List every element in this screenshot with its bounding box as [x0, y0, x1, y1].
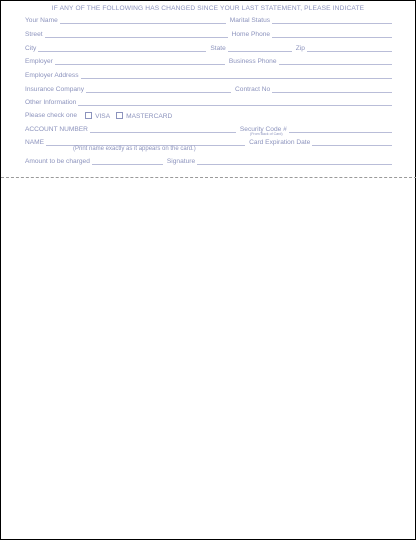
your-name-field[interactable] [60, 17, 226, 24]
security-code-field[interactable] [289, 126, 392, 133]
row-account-security [25, 125, 392, 134]
print-name-note: (Print name exactly as it appears on the card.) [73, 146, 196, 152]
zip-label: Zip [295, 45, 305, 52]
amount-to-be-charged-label: Amount to be charged [25, 158, 90, 165]
card-expiration-date-label: Card Expiration Date [249, 139, 311, 146]
perforation-line [1, 177, 416, 178]
street-field[interactable] [45, 31, 228, 38]
contract-no-field[interactable] [272, 86, 392, 93]
employer-field[interactable] [55, 58, 225, 65]
name-label: NAME [25, 139, 45, 146]
state-field[interactable] [228, 45, 292, 52]
amount-to-be-charged-field[interactable] [92, 158, 163, 165]
mastercard-label: MASTERCARD [126, 113, 173, 120]
please-check-one-label: Please check one [25, 112, 78, 119]
row-amount-signature [25, 157, 392, 166]
other-information-field[interactable] [78, 99, 392, 106]
business-phone-field[interactable] [279, 58, 392, 65]
security-code-hint: (From Back of Card) [250, 132, 283, 136]
mastercard-option[interactable] [116, 112, 172, 120]
account-number-label: ACCOUNT NUMBER [25, 126, 88, 133]
your-name-label: Your Name [25, 17, 58, 24]
row-city-state-zip [25, 44, 392, 53]
visa-label: VISA [95, 113, 111, 120]
card-expiration-date-field[interactable] [312, 139, 392, 146]
street-label: Street [25, 31, 43, 38]
row-employer-address [25, 71, 392, 80]
contract-no-label: Contract No [235, 86, 271, 93]
city-label: City [25, 45, 37, 52]
employer-label: Employer [25, 58, 53, 65]
mastercard-checkbox[interactable] [116, 112, 123, 119]
insurance-company-label: Insurance Company [25, 86, 85, 93]
city-field[interactable] [38, 45, 206, 52]
state-label: State [210, 45, 226, 52]
account-number-field[interactable] [90, 126, 236, 133]
row-insurance-contract [25, 85, 392, 94]
other-information-label: Other Information [25, 99, 77, 106]
visa-checkbox[interactable] [85, 112, 92, 119]
employer-address-label: Employer Address [25, 72, 79, 79]
row-street-phone [25, 30, 392, 39]
home-phone-label: Home Phone [231, 31, 271, 38]
insurance-company-field[interactable] [86, 86, 231, 93]
marital-status-label: Marital Status [229, 17, 271, 24]
name-field[interactable] [46, 139, 245, 146]
row-card-type [25, 111, 392, 120]
row-name-marital [25, 16, 392, 25]
business-phone-label: Business Phone [228, 58, 277, 65]
form-heading: IF ANY OF THE FOLLOWING HAS CHANGED SINCE YOUR LAST STATEMENT, PLEASE INDICATE [51, 5, 365, 12]
employer-address-field[interactable] [81, 72, 392, 79]
signature-label: Signature [166, 158, 196, 165]
row-other-information [25, 98, 392, 107]
row-employer-phone [25, 57, 392, 66]
marital-status-field[interactable] [272, 17, 392, 24]
zip-field[interactable] [307, 45, 392, 52]
home-phone-field[interactable] [272, 31, 392, 38]
visa-option[interactable] [85, 112, 110, 120]
signature-field[interactable] [197, 158, 392, 165]
security-code-label: Security Code # [239, 126, 287, 133]
